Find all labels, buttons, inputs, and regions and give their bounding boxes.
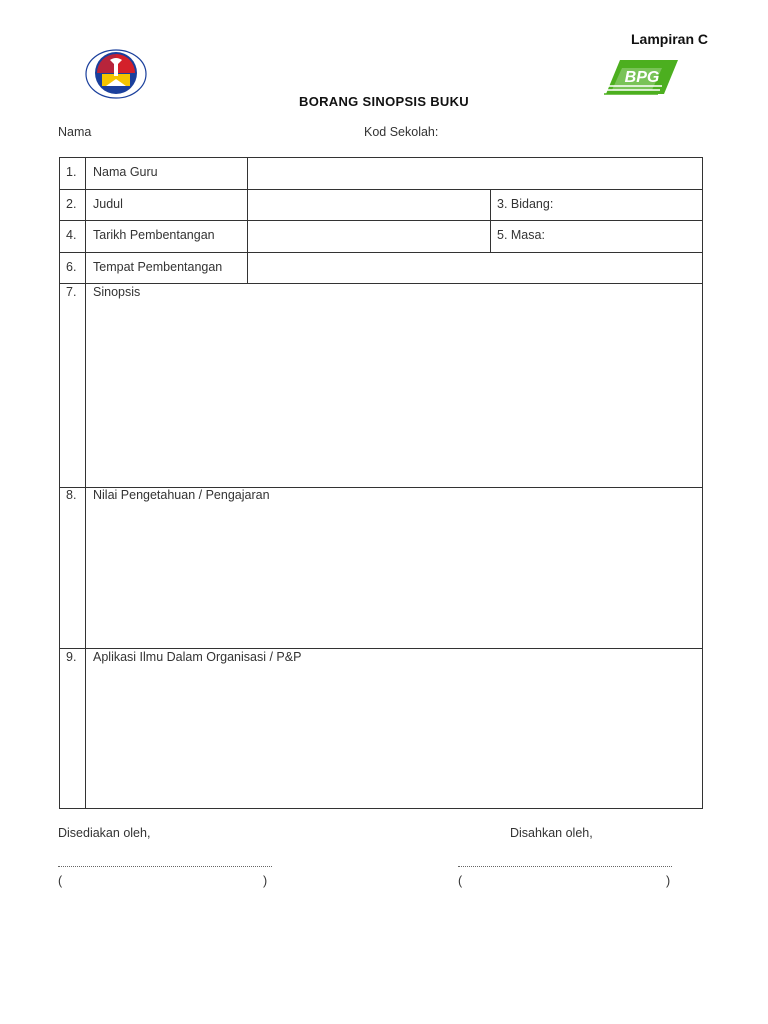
judul-field[interactable] — [249, 190, 489, 219]
aplikasi-field[interactable] — [87, 667, 701, 807]
row-number: 9. — [66, 650, 77, 664]
label-column-divider — [247, 157, 248, 283]
paren-close-right: ) — [666, 874, 671, 888]
nama-guru-field[interactable] — [249, 158, 701, 188]
nilai-field[interactable] — [87, 505, 701, 646]
row-divider — [59, 283, 703, 284]
signature-line-left[interactable] — [58, 866, 272, 867]
paren-open-left: ( — [58, 874, 63, 888]
row-label-bidang: 3. Bidang: — [497, 197, 554, 211]
sinopsis-field[interactable] — [87, 302, 701, 485]
disahkan-label: Disahkan oleh, — [510, 826, 593, 840]
row-label-aplikasi: Aplikasi Ilmu Dalam Organisasi / P&P — [93, 650, 302, 664]
paren-open-right: ( — [458, 874, 463, 888]
row-number: 8. — [66, 488, 77, 502]
row-divider — [59, 648, 703, 649]
row-label-judul: Judul — [93, 197, 123, 211]
row-label-tarikh: Tarikh Pembentangan — [93, 228, 215, 242]
row-number: 7. — [66, 285, 77, 299]
lampiran-label: Lampiran C — [630, 31, 708, 47]
row-number: 1. — [66, 165, 77, 179]
tarikh-field[interactable] — [249, 221, 489, 251]
signature-line-right[interactable] — [458, 866, 672, 867]
nama-label: Nama — [58, 125, 92, 139]
paren-close-left: ) — [263, 874, 268, 888]
row-label-sinopsis: Sinopsis — [93, 285, 141, 299]
row-number: 4. — [66, 228, 77, 242]
row-number: 2. — [66, 197, 77, 211]
row-label-tempat: Tempat Pembentangan — [93, 260, 223, 274]
row-label-nama-guru: Nama Guru — [93, 165, 158, 179]
form-title: BORANG SINOPSIS BUKU — [299, 94, 469, 109]
tempat-field[interactable] — [249, 253, 701, 282]
number-column-divider — [85, 157, 86, 809]
disediakan-label: Disediakan oleh, — [58, 826, 151, 840]
extra-column-divider — [490, 189, 491, 252]
bpg-logo-text: BPG — [624, 69, 660, 86]
kod-sekolah-label: Kod Sekolah: — [364, 125, 439, 139]
row-label-masa: 5. Masa: — [497, 228, 545, 242]
row-number: 6. — [66, 260, 77, 274]
row-label-nilai: Nilai Pengetahuan / Pengajaran — [93, 488, 270, 502]
